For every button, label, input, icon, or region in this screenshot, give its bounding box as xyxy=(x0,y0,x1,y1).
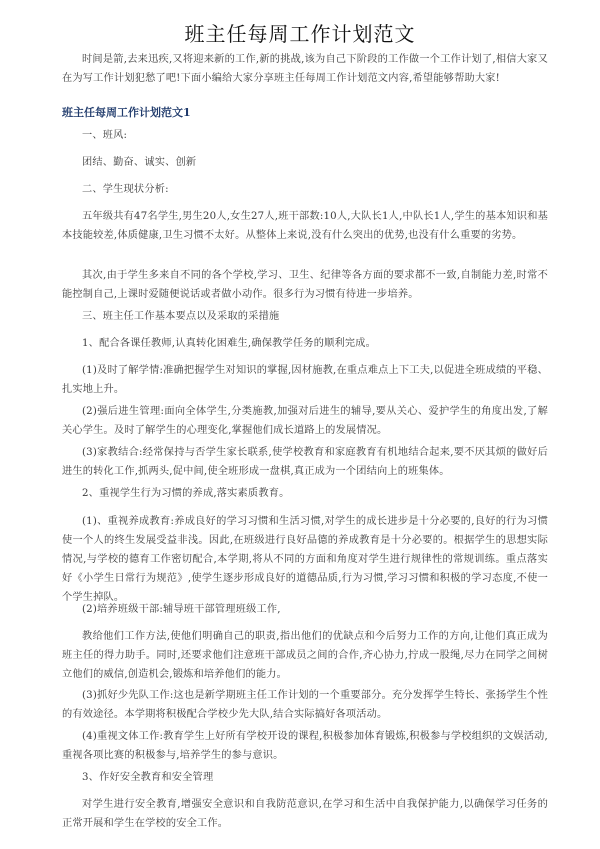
paragraph: 3、作好安全教育和安全管理 xyxy=(82,772,214,783)
paragraph: 其次,由于学生多来自不同的各个学校,学习、卫生、纪律等各方面的要求都不一致,自制能力差,时常不能控制自己,上课时爱随便说话或者做小动作。很多行为习惯有待进一步培养。 xyxy=(62,270,548,300)
paragraph: (3)家教结合:经常保持与否学生家长联系,使学校教育和家庭教育有机地结合起来,要不厌其烦的做好后进生的转化工作,抓两头,促中间,使全班形成一盘棋,真正成为一个团结向上的班集体。 xyxy=(62,447,548,477)
paragraph: (1)及时了解学情:准确把握学生对知识的掌握,因材施教,在重点难点上下工夫,以促进全班成绩的平稳、扎实地上升。 xyxy=(62,365,548,395)
paragraph: (4)重视文体工作:教育学生上好所有学校开设的课程,积极参加体育锻炼,积极参与学校组织的文娱活动,重视各项比赛的积极参与,培养学生的参与意识。 xyxy=(62,731,548,761)
paragraph: (3)抓好少先队工作:这也是新学期班主任工作计划的一个重要部分。充分发挥学生特长、张扬学生个性的有效途径。本学期将积极配合学校少先大队,结合实际搞好各项活动。 xyxy=(62,690,548,720)
paragraph: 三、班主任工作基本要点以及采取的采措施 xyxy=(82,311,280,322)
paragraph: 团结、勤奋、诚实、创新 xyxy=(82,157,197,168)
paragraph: 1、配合各课任教师,认真转化困难生,确保教学任务的顺利完成。 xyxy=(82,338,377,349)
page-title: 班主任每周工作计划范文 xyxy=(184,22,416,46)
paragraph: 一、班风: xyxy=(82,130,128,141)
paragraph: 2、重视学生行为习惯的养成,落实素质教育。 xyxy=(82,488,290,499)
paragraph: 教给他们工作方法,使他们明确自己的职责,指出他们的优缺点和今后努力工作的方向,让他们真正成为班主任的得力助手。同时,还要求他们注意班干部成员之间的合作,齐心协力,拧成一股绳,尽力在同学之间树立他们的威信,创造机会,锻炼和培养他们的能力。 xyxy=(62,631,548,680)
paragraph: 对学生进行安全教育,增强安全意识和自我防范意识,在学习和生活中自我保护能力,以确保学习任务的正常开展和学生在学校的安全工作。 xyxy=(62,799,548,829)
intro-paragraph: 时间是箭,去来迅疾,又将迎来新的工作,新的挑战,该为自己下阶段的工作做一个工作计划了,相信大家又在为写工作计划犯愁了吧!下面小编给大家分享班主任每周工作计划范文内容,希望能够帮助大家! xyxy=(62,54,548,84)
paragraph: 五年级共有47名学生,男生20人,女生27人,班干部数:10人,大队长1人,中队长1人,学生的基本知识和基本技能较差,体质健康,卫生习惯不太好。从整体上来说,没有什么突出的优势,也没有什么重要的劣势。 xyxy=(62,211,548,241)
paragraph: (2)强后进生管理:面向全体学生,分类施教,加强对后进生的辅导,要从关心、爱护学生的角度出发,了解关心学生。及时了解学生的心理变化,掌握他们成长道路上的发展情况。 xyxy=(62,406,548,436)
paragraph: (2)培养班级干部:辅导班干部管理班级工作, xyxy=(82,604,281,615)
paragraph: (1)、重视养成教育:养成良好的学习习惯和生活习惯,对学生的成长进步是十分必要的,良好的行为习惯使一个人的终生发展受益非浅。因此,在班级进行良好品德的养成教育是十分必要的。根据学生的思想实际情况,与学校的德育工作密切配合,本学期,将从不同的方面和角度对学生进行规律性的常规训练。重点落实好《小学生日常行为规范》,使学生逐步形成良好的道德品质,行为习惯,学习习惯和积极的学习态度,不使一个学生掉队。 xyxy=(62,516,548,603)
paragraph: 二、学生现状分析: xyxy=(82,184,169,195)
section-subtitle: 班主任每周工作计划范文1 xyxy=(62,106,191,119)
